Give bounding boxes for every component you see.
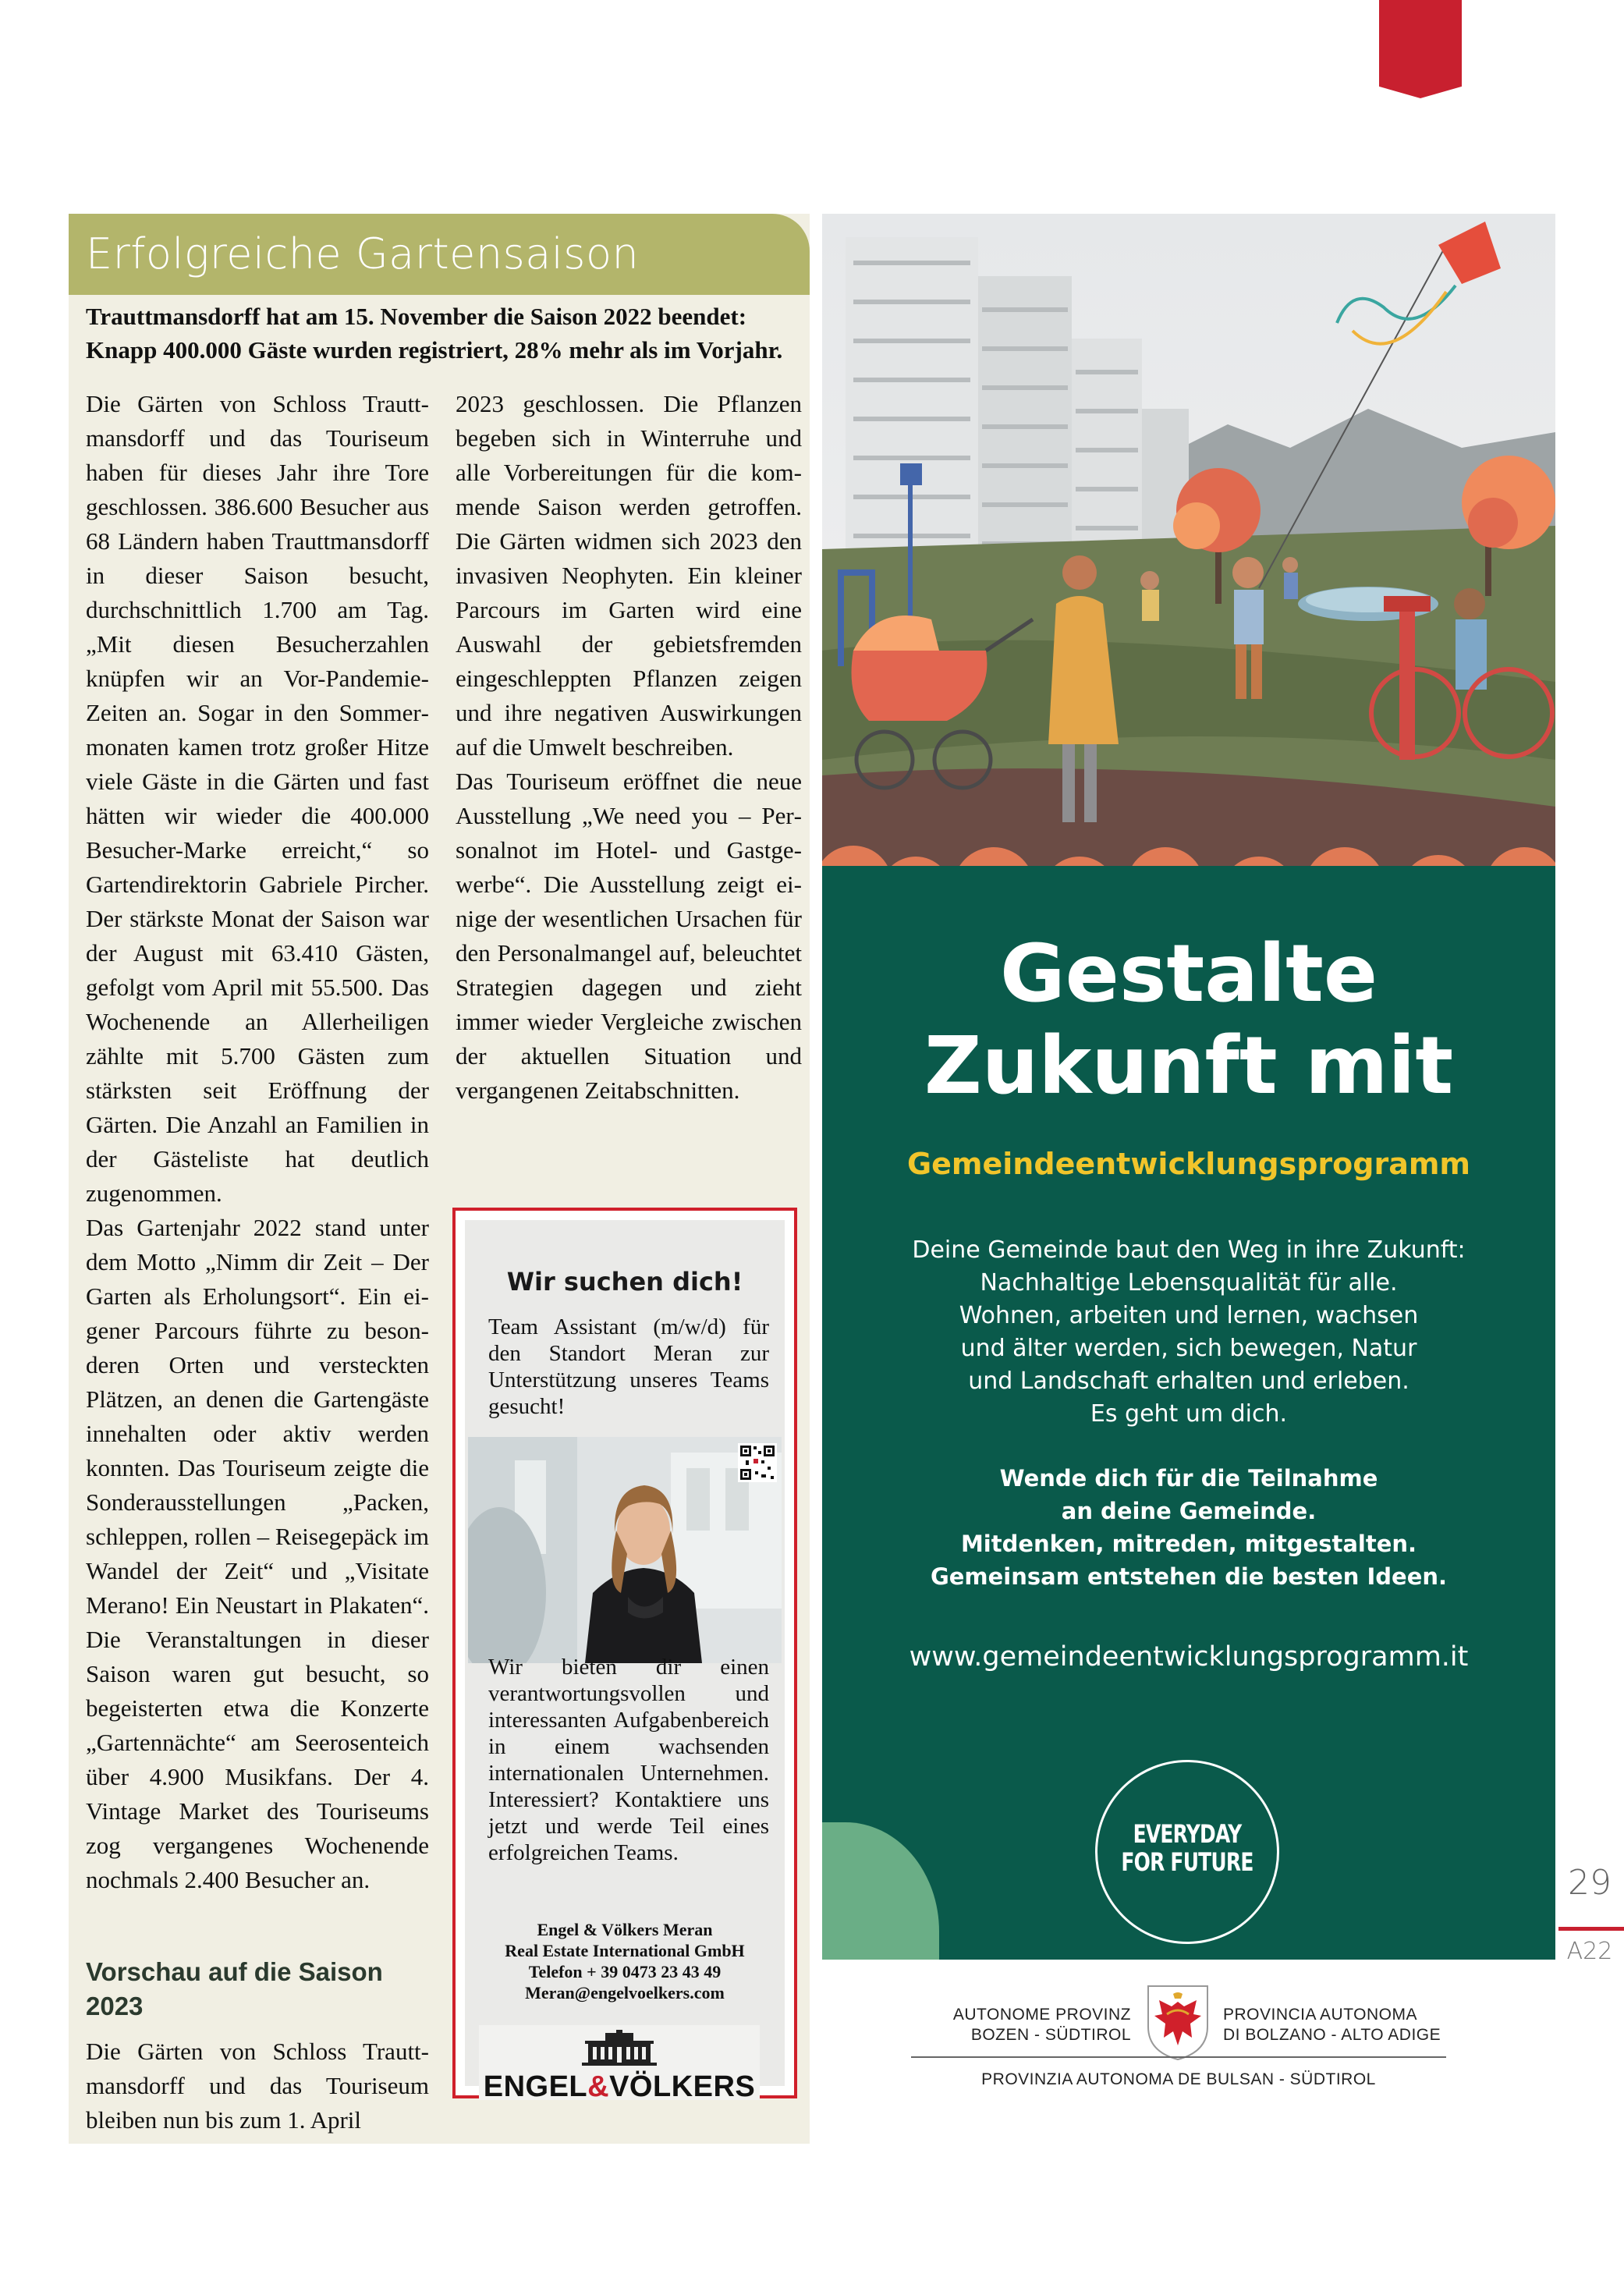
corner-tab bbox=[1379, 0, 1462, 98]
job-advertisement bbox=[452, 1208, 797, 2103]
logo-word-right: VÖLKERS bbox=[609, 2070, 756, 2103]
job-ad-photo bbox=[468, 1437, 782, 1663]
province-name-italian bbox=[1223, 2005, 1473, 2045]
province-name-german bbox=[881, 2005, 1131, 2045]
logo-ampersand: & bbox=[587, 2070, 610, 2103]
article-header bbox=[69, 214, 810, 295]
ad-headline bbox=[822, 928, 1555, 1112]
company-phone: Telefon + 39 0473 23 43 49 bbox=[528, 1962, 722, 1981]
ad-cta-line: Gemeinsam entstehen die besten Ideen. bbox=[930, 1563, 1448, 1590]
job-ad-inner bbox=[465, 1220, 785, 2086]
logo-wordmark bbox=[479, 2070, 760, 2104]
page-number-rule bbox=[1558, 1927, 1624, 1931]
logo-word-left: ENGEL bbox=[483, 2070, 588, 2103]
province-name-ladin: PROVINZIA AUTONOMA DE BULSAN - SÜDTIROL bbox=[981, 2070, 1376, 2088]
ad-body-line: Wohnen, arbeiten und lernen, wachsen bbox=[959, 1302, 1419, 1329]
job-ad-body: Wir bieten dir einen verantwortungsvollen und interessanten Aufgabenbereich in einem wachsenden internationalen Unternehmen. Interessiert? Kontaktiere uns jetzt und werde Teil eines erfolgreichen Teams. bbox=[488, 1655, 769, 1865]
article-subheading: Vorschau auf die Saison 2023 bbox=[86, 1957, 383, 2020]
ad-panel bbox=[822, 866, 1555, 1960]
job-ad-company bbox=[465, 1919, 785, 2003]
province-line: DI BOLZANO - ALTO ADIGE bbox=[1223, 2026, 1441, 2044]
ad-body-line: Nachhaltige Lebensqualität für alle. bbox=[980, 1269, 1398, 1297]
paragraph: Die Gärten von Schloss Trauttmansdorff und das Touriseum bleiben nun bis zum 1. April bbox=[86, 2038, 429, 2134]
ad-body-line: und älter werden, sich bewegen, Natur bbox=[960, 1335, 1417, 1362]
ad-body-line: und Landschaft erhalten und erleben. bbox=[968, 1368, 1409, 1395]
ad-headline-line: Gestalte bbox=[999, 928, 1378, 1020]
paragraph: Das Gartenjahr 2022 stand unter dem Motto „Nimm dir Zeit – Der Garten als Erholungsort“. Ein eigener Parcours führte zu besonderen Orten und versteckten Plätzen, an denen die Gartengäste innehalten oder aktiv werden konnten. Das Touriseum zeigte die Sonderausstellungen „Packen, schleppen, rollen – Reisegepäck im Wandel der Zeit“ und „Visitate Merano! Ein Neustart in Plakaten“. Die Veranstaltungen in dieser Saison waren gut besucht, so begeisterten etwa die Konzerte „Gartennächte“ am Seerosenteich über 4.900 Musikfans. Der 4. Vintage Market des Touriseums zog vergangenes Wochenende nochmals 2.400 Besucher an. bbox=[86, 1214, 429, 1893]
province-line: BOZEN - SÜDTIROL bbox=[970, 2026, 1131, 2044]
job-ad-intro: Team Assistant (m/w/d) für den Standort Meran zur Unterstützung unseres Teams gesucht! bbox=[488, 1314, 769, 1419]
province-line: AUTONOME PROVINZ bbox=[952, 2006, 1131, 2024]
company-line: Real Estate International GmbH bbox=[505, 1941, 745, 1960]
eagle-crest-icon bbox=[1145, 1983, 1211, 2061]
article-lead: Trauttmansdorff hat am 15. November die Saison 2022 beendet: Knapp 400.000 Gäste wurden registriert, 28% mehr als im Vorjahr. bbox=[86, 303, 783, 364]
ad-illustration bbox=[822, 214, 1555, 911]
paragraph: Das Touriseum eröffnet die neue Ausstellung „We need you – Personalnot im Hotel- und Gastgewerbe“. Die Ausstellung zeigt einige der wesentlichen Ursachen für den Personalmangel auf, beleuchtet Strategien dagegen und zieht immer wieder Vergleiche zwischen der aktuellen Situation und vergangenen Zeitabschnitten. bbox=[456, 768, 802, 1104]
province-line: PROVINCIA AUTONOMA bbox=[1223, 2006, 1417, 2024]
page-code: A22 bbox=[1566, 1938, 1613, 1965]
badge-line: FOR FUTURE bbox=[1121, 1847, 1253, 1877]
ad-website-link[interactable]: www.gemeindeentwicklungsprogramm.it bbox=[909, 1641, 1469, 1673]
badge-text bbox=[1117, 1820, 1257, 1876]
article-column-2 bbox=[456, 387, 802, 1108]
article-column-1 bbox=[86, 387, 429, 1897]
decorative-shape bbox=[822, 1822, 939, 1960]
ad-subtitle: Gemeindeentwicklungsprogramm bbox=[906, 1147, 1471, 1181]
badge-line: EVERYDAY bbox=[1133, 1819, 1242, 1849]
ad-cta-line: Wende dich für die Teilnahme bbox=[999, 1465, 1378, 1492]
ad-cta-line: an deine Gemeinde. bbox=[1061, 1498, 1317, 1524]
company-email: Meran@engelvoelkers.com bbox=[525, 1983, 725, 2003]
paragraph: Die Gärten von Schloss Trauttmansdorff und das Touriseum haben für dieses Jahr ihre Tore geschlossen. 386.600 Besucher aus 68 Ländern haben Trauttmansdorff in dieser Saison besucht, durchschnittlich 1.700 am Tag. „Mit diesen Besucherzahlen knüpfen wir an Vor-Pandemie-Zeiten an. Sogar in den Sommermonaten kamen trotz großer Hitze viele Gäste in die Gärten und fast hätten wir wieder die 400.000 Besucher-Marke erreicht,“ so Gartendirektorin Gabriele Pircher. Der stärkste Monat der Saison war der August mit 63.410 Gästen, gefolgt vom April mit 55.500. Das Wochenende an Allerheiligen zählte mit 5.700 Gästen zum stärksten seit Eröffnung der Gärten. Die Anzahl an Familien in der Gästeliste hat deutlich zugenommen. bbox=[86, 390, 429, 1207]
ad-body-line: Es geht um dich. bbox=[1090, 1400, 1288, 1428]
ad-cta-line: Mitdenken, mitreden, mitgestalten. bbox=[960, 1531, 1417, 1557]
ad-call-to-action bbox=[822, 1462, 1555, 1593]
ad-headline-line: Zukunft mit bbox=[924, 1020, 1454, 1112]
everyday-for-future-badge bbox=[1095, 1760, 1279, 1944]
qr-code-icon bbox=[738, 1443, 777, 1482]
ad-body bbox=[822, 1234, 1555, 1431]
divider bbox=[911, 2056, 1446, 2058]
building-icon bbox=[582, 2030, 657, 2066]
ad-body-line: Deine Gemeinde baut den Weg in ihre Zukunft: bbox=[912, 1236, 1466, 1264]
page-number: 29 bbox=[1568, 1863, 1612, 1903]
company-line: Engel & Völkers Meran bbox=[537, 1920, 713, 1939]
article-title: Erfolgreiche Gartensaison bbox=[86, 229, 640, 278]
paragraph: 2023 geschlossen. Die Pflanzen begeben sich in Winterruhe und alle Vorbereitungen für die kommende Saison werden getroffen. Die Gärten widmen sich 2023 den invasiven Neophyten. Ein kleiner Parcours im Garten wird eine Auswahl der gebietsfremden eingeschleppten Pflanzen zeigen und ihre negativen Auswirkungen auf die Umwelt beschreiben. bbox=[456, 390, 802, 761]
job-ad-headline: Wir suchen dich! bbox=[506, 1267, 743, 1297]
article-column-3 bbox=[86, 2034, 429, 2137]
engel-voelkers-logo bbox=[479, 2025, 760, 2103]
